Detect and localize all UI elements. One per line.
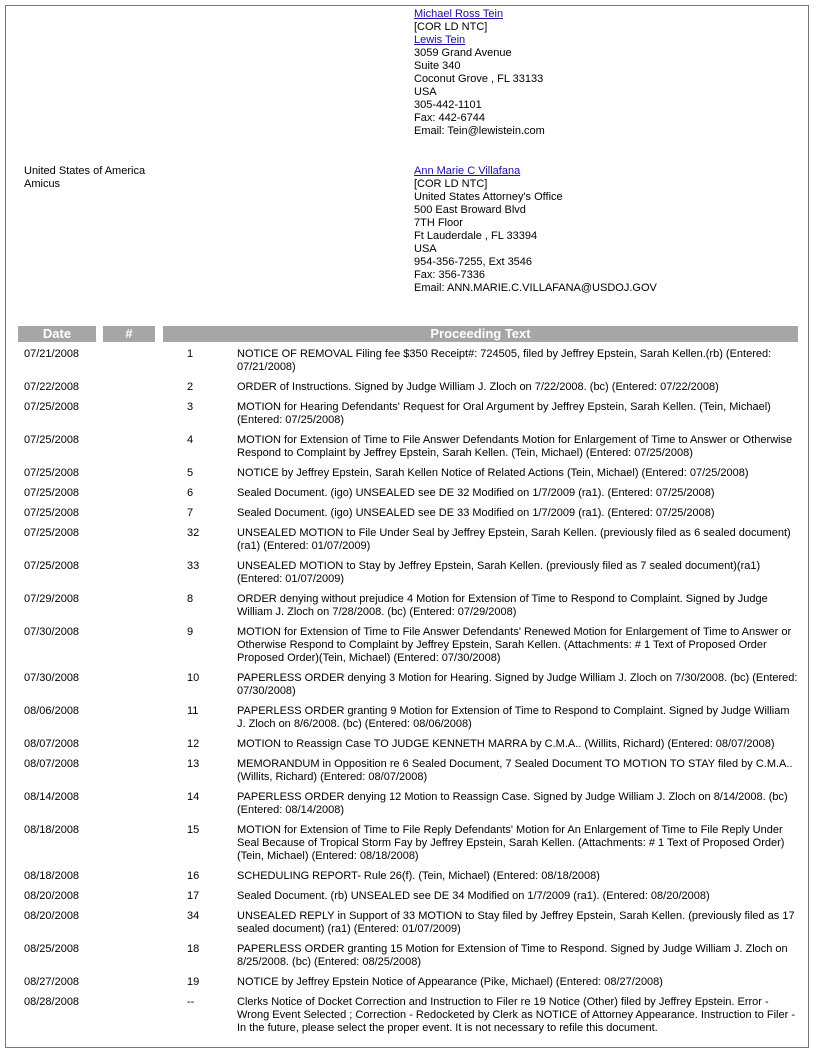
docket-row xyxy=(6,560,808,593)
entry-text: ORDER of Instructions. Signed by Judge William J. Zloch on 7/22/2008. (bc) (Entered: 07/22/2008) xyxy=(237,381,719,393)
address-line: USA xyxy=(414,243,437,255)
docket-row xyxy=(6,996,808,1042)
entry-number: 4 xyxy=(187,434,194,446)
address-line: Coconut Grove , FL 33133 xyxy=(414,73,544,85)
party-info xyxy=(24,165,145,191)
entry-number: 34 xyxy=(187,910,200,922)
entry-date: 07/25/2008 xyxy=(24,434,80,446)
entry-date: 08/18/2008 xyxy=(24,870,80,882)
entry-text: MOTION for Extension of Time to File Answer Defendants' Renewed Motion for Enlargement of Time to Answer or Otherwise Respond to Complaint by Jeffrey Epstein, Sarah Kellen. (Attachments: # 1 Text of Proposed Order Proposed Order)(Tein, Michael) (Entered: 07/30/2008) xyxy=(237,626,792,664)
phone-line: 954-356-7255, Ext 3546 xyxy=(414,256,533,268)
entry-text: MOTION to Reassign Case TO JUDGE KENNETH MARRA by C.M.A.. (Willits, Richard) (Entered: 08/07/2008) xyxy=(237,738,775,750)
entry-text: UNSEALED MOTION to Stay by Jeffrey Epstein, Sarah Kellen. (previously filed as 7 sealed document)(ra1) (Entered: 01/07/2009) xyxy=(237,560,761,585)
entry-number: 14 xyxy=(187,791,200,803)
entry-number: 9 xyxy=(187,626,194,638)
entry-date: 08/07/2008 xyxy=(24,738,80,750)
header-date: Date xyxy=(18,326,96,342)
firm-link-lewis-tein[interactable]: Lewis Tein xyxy=(414,34,466,46)
entry-date: 07/30/2008 xyxy=(24,626,80,638)
entry-number: 6 xyxy=(187,487,194,499)
entry-date: 08/20/2008 xyxy=(24,890,80,902)
entry-number: 1 xyxy=(187,348,194,360)
docket-row xyxy=(6,593,808,626)
entry-number: 15 xyxy=(187,824,200,836)
entry-text: Clerks Notice of Docket Correction and Instruction to Filer re 19 Notice (Other) filed by Jeffrey Epstein. Error - Wrong Event Selected ; Correction - Redocketed by Clerk as NOTICE of Attorney Appearance. Instruction to Filer - In the future, please select the proper event. It is not necessary to refile this document. xyxy=(237,996,795,1034)
docket-row xyxy=(6,910,808,943)
entry-number: 10 xyxy=(187,672,200,684)
attorney-info-tein xyxy=(414,8,545,138)
entry-number: 18 xyxy=(187,943,200,955)
entry-number: 8 xyxy=(187,593,194,605)
docket-row xyxy=(6,381,808,401)
entry-number: 3 xyxy=(187,401,194,413)
entry-number: 13 xyxy=(187,758,200,770)
entry-date: 08/18/2008 xyxy=(24,824,80,836)
entry-number: -- xyxy=(187,996,195,1008)
docket-row xyxy=(6,976,808,996)
entry-text: NOTICE OF REMOVAL Filing fee $350 Receipt#: 724505, filed by Jeffrey Epstein, Sarah Kellen.(rb) (Entered: 07/21/2008) xyxy=(237,348,772,373)
entry-text: MOTION for Extension of Time to File Reply Defendants' Motion for An Enlargement of Time to File Reply Under Seal Because of Tropical Storm Fay by Jeffrey Epstein, Sarah Kellen. (Attachments: # 1 Text of Proposed Order)(Tein, Michael) (Entered: 08/18/2008) xyxy=(237,824,785,862)
entry-date: 08/28/2008 xyxy=(24,996,80,1008)
entry-number: 16 xyxy=(187,870,200,882)
entry-number: 17 xyxy=(187,890,200,902)
entry-number: 32 xyxy=(187,527,200,539)
address-line: 500 East Broward Blvd xyxy=(414,204,526,216)
entry-date: 07/29/2008 xyxy=(24,593,80,605)
docket-row xyxy=(6,527,808,560)
entry-text: PAPERLESS ORDER granting 9 Motion for Extension of Time to Respond to Complaint. Signed by Judge William J. Zloch on 8/6/2008. (bc) (Entered: 08/06/2008) xyxy=(237,705,790,730)
docket-row xyxy=(6,467,808,487)
entry-date: 07/25/2008 xyxy=(24,507,80,519)
docket-entries-table xyxy=(6,348,808,1042)
entry-number: 11 xyxy=(187,705,199,717)
entry-date: 08/06/2008 xyxy=(24,705,80,717)
entry-text: UNSEALED REPLY in Support of 33 MOTION to Stay filed by Jeffrey Epstein, Sarah Kellen. (previously filed as 17 sealed document) (ra1) (Entered: 01/07/2009) xyxy=(237,910,795,935)
attorney-tag: [COR LD NTC] xyxy=(414,178,488,190)
entry-text: MEMORANDUM in Opposition re 6 Sealed Document, 7 Sealed Document TO MOTION TO STAY filed by C.M.A.. (Willits, Richard) (Entered: 08/07/2008) xyxy=(237,758,793,783)
docket-row xyxy=(6,672,808,705)
entry-text: PAPERLESS ORDER denying 12 Motion to Reassign Case. Signed by Judge William J. Zloch on 8/14/2008. (bc) (Entered: 08/14/2008) xyxy=(237,791,788,816)
address-line: 3059 Grand Avenue xyxy=(414,47,512,59)
entry-date: 07/25/2008 xyxy=(24,487,80,499)
address-line: United States Attorney's Office xyxy=(414,191,563,203)
entry-text: NOTICE by Jeffrey Epstein Notice of Appearance (Pike, Michael) (Entered: 08/27/2008) xyxy=(237,976,663,988)
attorney-tag: [COR LD NTC] xyxy=(414,21,488,33)
email-line: Email: ANN.MARIE.C.VILLAFANA@USDOJ.GOV xyxy=(414,282,657,294)
docket-row xyxy=(6,791,808,824)
entry-number: 12 xyxy=(187,738,200,750)
entry-text: Sealed Document. (rb) UNSEALED see DE 34 Modified on 1/7/2009 (ra1). (Entered: 08/20/2008) xyxy=(237,890,710,902)
entry-date: 07/22/2008 xyxy=(24,381,80,393)
header-proceeding-text: Proceeding Text xyxy=(163,326,798,342)
phone-line: 305-442-1101 xyxy=(414,99,482,111)
entry-number: 33 xyxy=(187,560,200,572)
entry-number: 19 xyxy=(187,976,200,988)
entry-number: 5 xyxy=(187,467,194,479)
docket-row xyxy=(6,943,808,976)
attorney-link-villafana[interactable]: Ann Marie C Villafana xyxy=(414,165,521,177)
entry-date: 07/25/2008 xyxy=(24,560,80,572)
email-line: Email: Tein@lewistein.com xyxy=(414,125,545,137)
entry-text: UNSEALED MOTION to File Under Seal by Jeffrey Epstein, Sarah Kellen. (previously filed as 6 sealed document) (ra1) (Entered: 01/07/2009) xyxy=(237,527,791,552)
docket-page xyxy=(5,5,809,1048)
entry-date: 08/27/2008 xyxy=(24,976,80,988)
address-line: USA xyxy=(414,86,437,98)
docket-row xyxy=(6,738,808,758)
attorney-link-tein[interactable]: Michael Ross Tein xyxy=(414,8,504,20)
party-name: United States of America xyxy=(24,165,146,177)
entry-text: MOTION for Hearing Defendants' Request for Oral Argument by Jeffrey Epstein, Sarah Kellen. (Tein, Michael) (Entered: 07/25/2008) xyxy=(237,401,771,426)
address-line: Ft Lauderdale , FL 33394 xyxy=(414,230,538,242)
docket-row xyxy=(6,348,808,381)
entry-date: 08/14/2008 xyxy=(24,791,80,803)
docket-row xyxy=(6,824,808,870)
entry-date: 07/25/2008 xyxy=(24,401,80,413)
entry-text: Sealed Document. (igo) UNSEALED see DE 33 Modified on 1/7/2009 (ra1). (Entered: 07/25/2008) xyxy=(237,507,715,519)
entry-date: 07/21/2008 xyxy=(24,348,80,360)
docket-row xyxy=(6,870,808,890)
docket-row xyxy=(6,507,808,527)
address-line: Suite 340 xyxy=(414,60,461,72)
fax-line: Fax: 356-7336 xyxy=(414,269,485,281)
entry-number: 2 xyxy=(187,381,194,393)
entry-text: ORDER denying without prejudice 4 Motion for Extension of Time to Respond to Complaint. Signed by Judge William J. Zloch on 7/28/2008. (bc) (Entered: 07/29/2008) xyxy=(237,593,768,618)
entry-text: MOTION for Extension of Time to File Answer Defendants Motion for Enlargement of Time to Answer or Otherwise Respond to Complaint by Jeffrey Epstein, Sarah Kellen. (Tein, Michael) (Entered: 07/25/2008) xyxy=(237,434,793,459)
docket-row xyxy=(6,890,808,910)
entry-text: NOTICE by Jeffrey Epstein, Sarah Kellen Notice of Related Actions (Tein, Michael) (Entered: 07/25/2008) xyxy=(237,467,749,479)
entry-date: 08/25/2008 xyxy=(24,943,80,955)
attorney-info-villafana xyxy=(414,165,657,295)
docket-row xyxy=(6,626,808,672)
entry-text: Sealed Document. (igo) UNSEALED see DE 32 Modified on 1/7/2009 (ra1). (Entered: 07/25/2008) xyxy=(237,487,715,499)
entry-text: PAPERLESS ORDER granting 15 Motion for Extension of Time to Respond. Signed by Judge William J. Zloch on 8/25/2008. (bc) (Entered: 08/25/2008) xyxy=(237,943,788,968)
address-line: 7TH Floor xyxy=(414,217,463,229)
entry-date: 07/25/2008 xyxy=(24,527,80,539)
docket-row xyxy=(6,401,808,434)
entry-date: 07/30/2008 xyxy=(24,672,80,684)
party-role: Amicus xyxy=(24,178,61,190)
entry-date: 07/25/2008 xyxy=(24,467,80,479)
docket-row xyxy=(6,487,808,507)
entry-text: SCHEDULING REPORT- Rule 26(f). (Tein, Michael) (Entered: 08/18/2008) xyxy=(237,870,600,882)
entry-date: 08/07/2008 xyxy=(24,758,80,770)
docket-row xyxy=(6,705,808,738)
docket-row xyxy=(6,434,808,467)
docket-table-header xyxy=(6,326,808,342)
entry-text: PAPERLESS ORDER denying 3 Motion for Hearing. Signed by Judge William J. Zloch on 7/30/2008. (bc) (Entered: 07/30/2008) xyxy=(237,672,798,697)
header-number: # xyxy=(103,326,155,342)
docket-row xyxy=(6,758,808,791)
fax-line: Fax: 442-6744 xyxy=(414,112,485,124)
entry-date: 08/20/2008 xyxy=(24,910,80,922)
entry-number: 7 xyxy=(187,507,194,519)
